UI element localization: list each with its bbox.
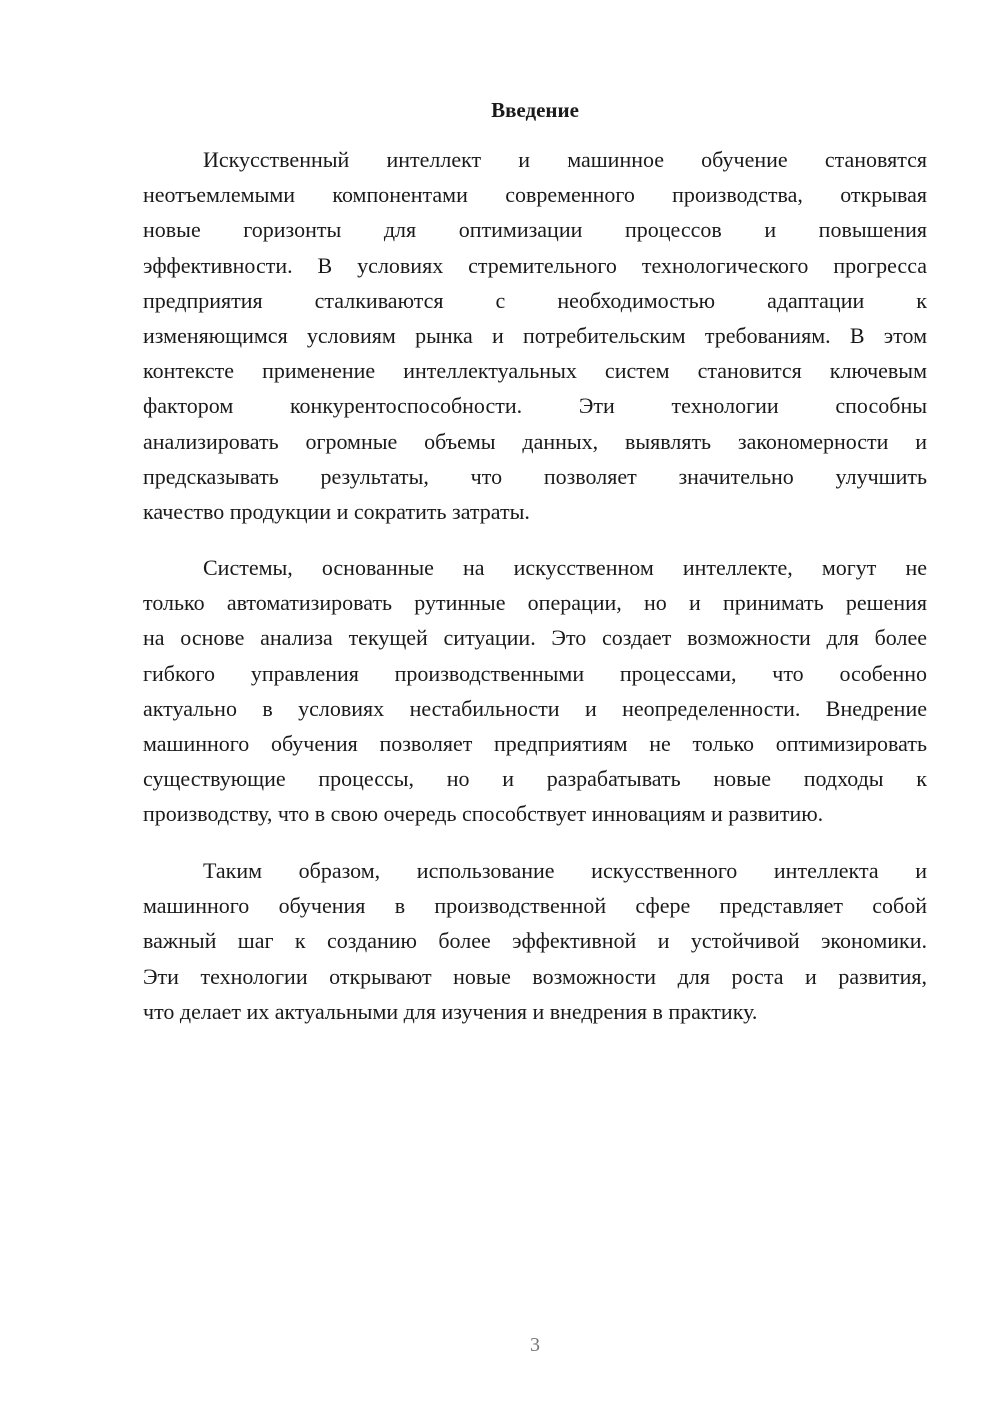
text-line: фактором конкурентоспособности. Эти технологии способны bbox=[143, 393, 927, 419]
text-line: машинного обучения в производственной сфере представляет собой bbox=[143, 893, 927, 919]
text-line: существующие процессы, но и разрабатывать новые подходы к bbox=[143, 766, 927, 792]
text-line: качество продукции и сократить затраты. bbox=[143, 498, 530, 524]
text-line: Таким образом, использование искусственного интеллекта и bbox=[203, 858, 927, 883]
text-line: машинного обучения позволяет предприятиям не только оптимизировать bbox=[143, 730, 927, 756]
text-line: неотъемлемыми компонентами современного производства, открывая bbox=[143, 182, 927, 208]
text-line: Системы, основанные на искусственном интеллекте, могут не bbox=[203, 555, 927, 580]
text-line: производству, что в свою очередь способствует инновациям и развитию. bbox=[143, 801, 824, 827]
page-title: Введение bbox=[491, 98, 579, 122]
text-line: что делает их актуальными для изучения и внедрения в практику. bbox=[143, 998, 758, 1024]
text-line: Искусственный интеллект и машинное обучение становятся bbox=[203, 147, 927, 172]
text-line: Эти технологии открывают новые возможности для роста и развития, bbox=[143, 963, 927, 989]
paragraph-2 bbox=[143, 550, 927, 832]
text-line: контексте применение интеллектуальных систем становится ключевым bbox=[143, 358, 927, 384]
text-line: только автоматизировать рутинные операции, но и принимать решения bbox=[143, 590, 927, 616]
text-line: на основе анализа текущей ситуации. Это создает возможности для более bbox=[143, 625, 927, 651]
text-line: изменяющимся условиям рынка и потребительским требованиям. В этом bbox=[143, 322, 927, 348]
text-line: новые горизонты для оптимизации процессов и повышения bbox=[143, 217, 927, 243]
paragraph-3 bbox=[143, 853, 927, 1029]
text-line: эффективности. В условиях стремительного технологического прогресса bbox=[143, 252, 927, 278]
text-line: анализировать огромные объемы данных, выявлять закономерности и bbox=[143, 428, 927, 454]
text-line: предсказывать результаты, что позволяет значительно улучшить bbox=[143, 463, 927, 489]
text-line: предприятия сталкиваются с необходимостью адаптации к bbox=[143, 287, 927, 313]
paragraph-1 bbox=[143, 142, 927, 529]
text-line: актуально в условиях нестабильности и неопределенности. Внедрение bbox=[143, 695, 927, 721]
page-number: 3 bbox=[530, 1334, 540, 1356]
text-line: важный шаг к созданию более эффективной и устойчивой экономики. bbox=[143, 928, 927, 954]
text-line: гибкого управления производственными процессами, что особенно bbox=[143, 660, 927, 686]
